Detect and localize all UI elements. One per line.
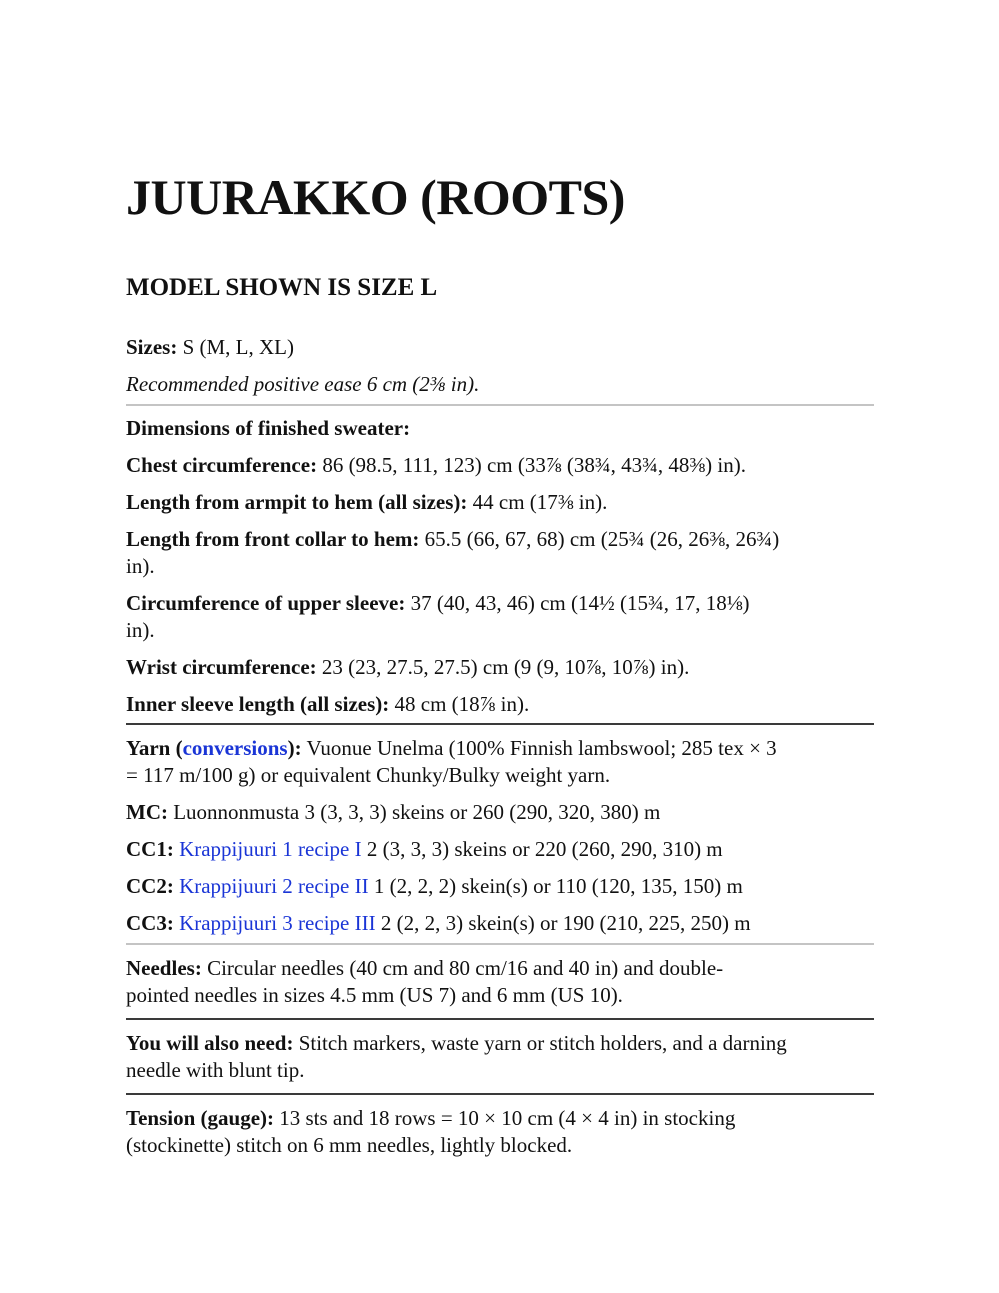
tension-section — [126, 1105, 874, 1159]
dimension-item-upper-sleeve — [126, 590, 874, 617]
tension-label: Tension (gauge): — [126, 1106, 274, 1130]
sizes-section — [126, 334, 874, 398]
color-label: CC3: — [126, 911, 174, 935]
section-divider — [126, 723, 874, 725]
tension-text: 13 sts and 18 rows = 10 × 10 cm (4 × 4 in) in stocking — [274, 1106, 736, 1130]
yarn-section — [126, 735, 874, 937]
section-divider — [126, 1018, 874, 1020]
color-value: 1 (2, 2, 2) skein(s) or 110 (120, 135, 150) m — [368, 874, 743, 898]
dimension-item-collar-length — [126, 526, 874, 553]
dimension-label: Length from front collar to hem: — [126, 527, 420, 551]
ease-note: Recommended positive ease 6 cm (2⅜ in). — [126, 372, 480, 396]
sizes-value: S (M, L, XL) — [177, 335, 294, 359]
tension-text-cont: (stockinette) stitch on 6 mm needles, lightly blocked. — [126, 1133, 573, 1157]
needles-text-cont: pointed needles in sizes 4.5 mm (US 7) and 6 mm (US 10). — [126, 983, 623, 1007]
yarn-color-cc2 — [126, 873, 874, 900]
dimension-label: Length from armpit to hem (all sizes): — [126, 490, 468, 514]
yarn-label-suffix: ): — [287, 736, 302, 760]
dimensions-heading: Dimensions of finished sweater: — [126, 416, 411, 440]
sizes-label: Sizes: — [126, 335, 178, 359]
notions-line — [126, 1030, 874, 1057]
dimension-item-upper-sleeve-cont: in). — [126, 618, 155, 642]
color-value: Luonnonmusta 3 (3, 3, 3) skeins or 260 (290, 320, 380) m — [167, 800, 661, 824]
dimension-value: 48 cm (18⅞ in). — [389, 692, 530, 716]
needles-section — [126, 955, 874, 1009]
page-subtitle: MODEL SHOWN IS SIZE L — [126, 274, 438, 301]
dimensions-section — [126, 415, 874, 718]
notions-section — [126, 1030, 874, 1084]
yarn-text-cont: = 117 m/100 g) or equivalent Chunky/Bulky weight yarn. — [126, 763, 611, 787]
color-value: 2 (2, 2, 3) skein(s) or 190 (210, 225, 250) m — [375, 911, 751, 935]
yarn-color-mc — [126, 799, 874, 826]
dimension-item-inner-sleeve — [126, 691, 874, 718]
dimension-value: 65.5 (66, 67, 68) cm (25¾ (26, 26⅜, 26¾) — [419, 527, 780, 551]
needles-label: Needles: — [126, 956, 202, 980]
yarn-color-cc3 — [126, 910, 874, 937]
color-value: 2 (3, 3, 3) skeins or 220 (260, 290, 310) m — [361, 837, 723, 861]
dimension-item-chest — [126, 452, 874, 479]
section-divider — [126, 404, 874, 406]
page-title: JUURAKKO (ROOTS) — [126, 169, 625, 225]
recipe-link-cc1[interactable]: Krappijuuri 1 recipe I — [179, 837, 362, 861]
dimension-label: Chest circumference: — [126, 453, 318, 477]
dimension-label: Inner sleeve length (all sizes): — [126, 692, 390, 716]
section-divider — [126, 1093, 874, 1095]
notions-text-cont: needle with blunt tip. — [126, 1058, 305, 1082]
yarn-text: Vuonue Unelma (100% Finnish lambswool; 285 tex × 3 — [301, 736, 777, 760]
needles-text: Circular needles (40 cm and 80 cm/16 and 40 in) and double- — [201, 956, 724, 980]
color-label: CC2: — [126, 874, 174, 898]
conversions-link[interactable]: conversions — [182, 736, 288, 760]
dimension-value: 37 (40, 43, 46) cm (14½ (15¾, 17, 18⅛) — [405, 591, 750, 615]
notions-text: Stitch markers, waste yarn or stitch holders, and a darning — [293, 1031, 787, 1055]
color-label: MC: — [126, 800, 168, 824]
dimension-value: 86 (98.5, 111, 123) cm (33⅞ (38¾, 43¾, 48⅜) in). — [317, 453, 746, 477]
dimension-label: Wrist circumference: — [126, 655, 317, 679]
recipe-link-cc3[interactable]: Krappijuuri 3 recipe III — [179, 911, 376, 935]
yarn-color-cc1 — [126, 836, 874, 863]
dimension-item-collar-length-cont: in). — [126, 554, 155, 578]
color-label: CC1: — [126, 837, 174, 861]
dimension-value: 23 (23, 27.5, 27.5) cm (9 (9, 10⅞, 10⅞) in). — [316, 655, 690, 679]
dimension-value: 44 cm (17⅜ in). — [467, 490, 608, 514]
needles-line — [126, 955, 874, 982]
notions-label: You will also need: — [126, 1031, 294, 1055]
dimension-label: Circumference of upper sleeve: — [126, 591, 406, 615]
yarn-label-prefix: Yarn ( — [126, 736, 183, 760]
recipe-link-cc2[interactable]: Krappijuuri 2 recipe II — [179, 874, 369, 898]
section-divider — [126, 943, 874, 945]
tension-line — [126, 1105, 874, 1132]
dimension-item-wrist — [126, 654, 874, 681]
yarn-line — [126, 735, 874, 762]
dimension-item-armpit-length — [126, 489, 874, 516]
